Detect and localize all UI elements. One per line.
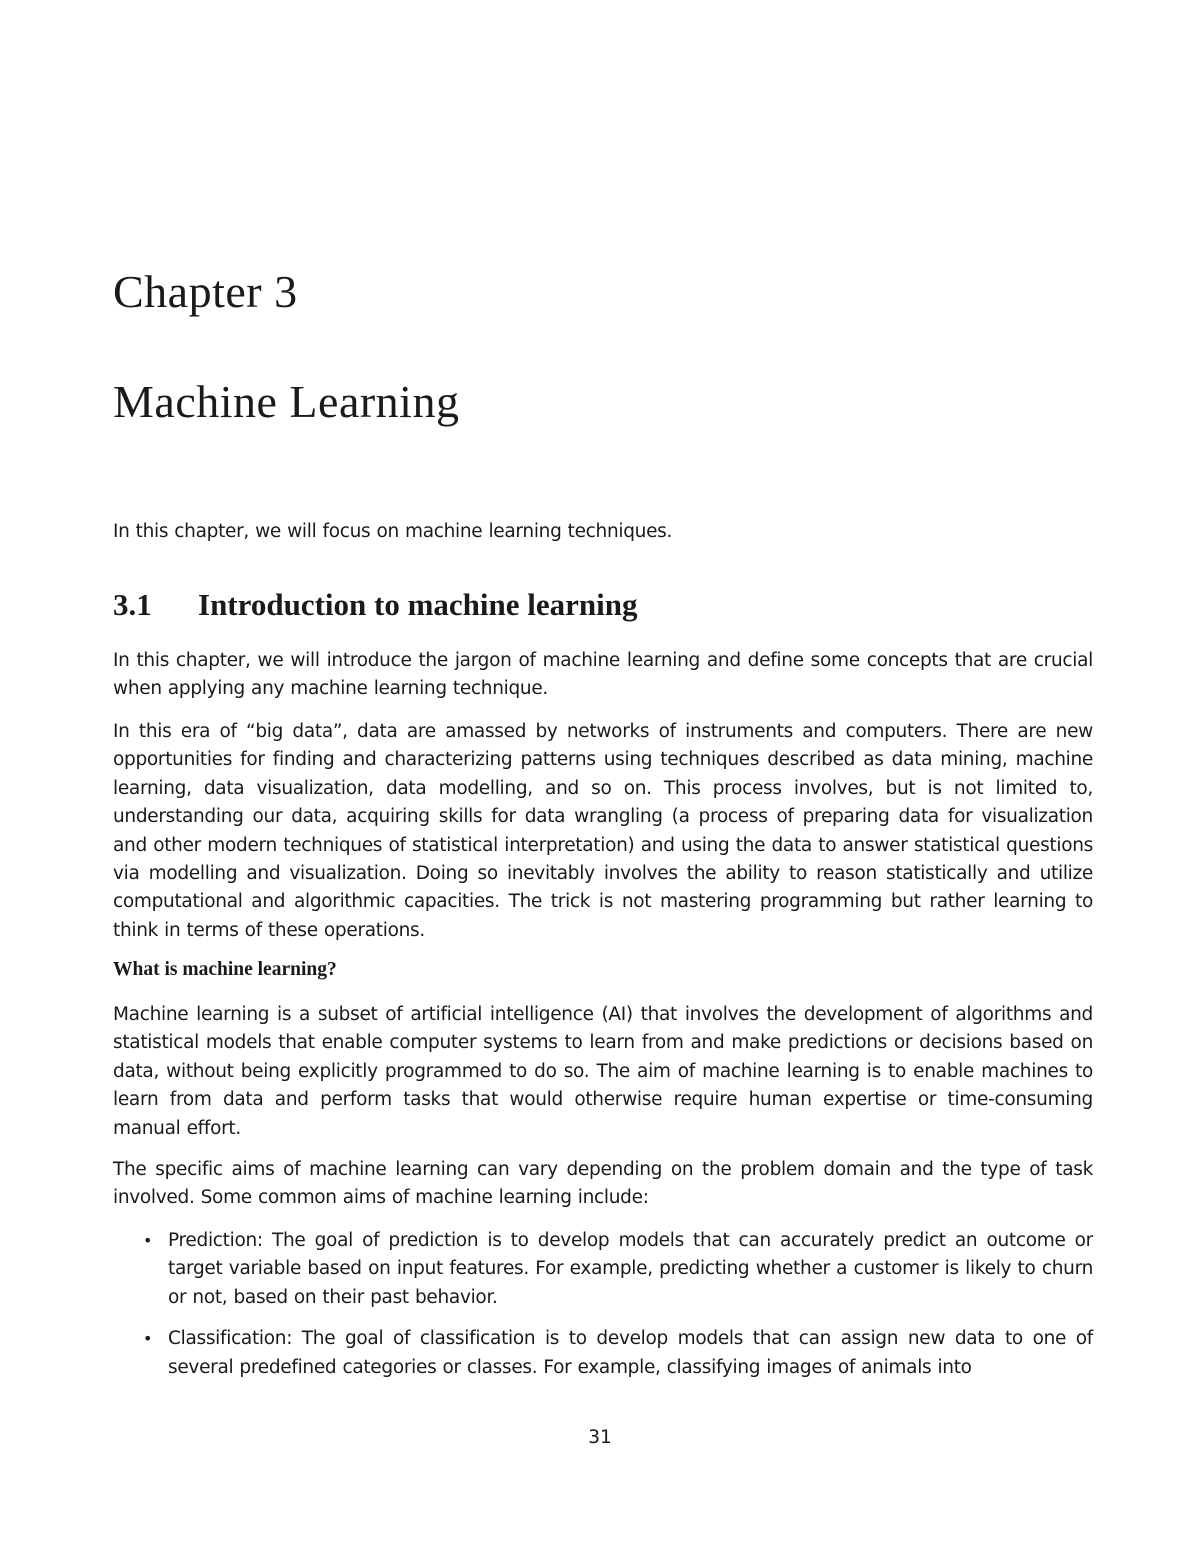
chapter-label: Chapter 3 [113,266,298,317]
page-number: 31 [588,1427,612,1448]
list-item-text: Classification: The goal of classification is to develop models that can assign new data to one of several predefined categories or classes. For example, classifying images of animals into [168,1328,1093,1378]
section-paragraph: In this era of “big data”, data are amassed by networks of instruments and computers. There are new opportunities for finding and characterizing patterns using techniques described as data mining, machine learning, data visualization, data modelling, and so on. This process involves, but is not limited to, understanding our data, acquiring skills for data wrangling (a process of preparing data for visualization and other modern techniques of statistical interpretation) and using the data to answer statistical questions via modelling and visualization. Doing so inevitably involves the ability to reason statistically and utilize computational and algorithmic capacities. The trick is not mastering programming but rather learning to think in terms of these operations. [113,721,1093,941]
subsection-heading: What is machine learning? [113,959,337,980]
chapter-title: Machine Learning [113,376,460,427]
list-item [113,1325,1093,1382]
subsection-paragraph: The specific aims of machine learning can vary depending on the problem domain and the type of task involved. Some common aims of machine learning include: [113,1159,1093,1209]
section-title: Introduction to machine learning [198,587,638,622]
section-heading [113,585,637,625]
section-number: 3.1 [113,587,152,622]
bullet-icon: • [143,1231,153,1250]
aims-list [113,1227,1093,1395]
subsection-paragraph: Machine learning is a subset of artificial intelligence (AI) that involves the development of algorithms and statistical models that enable computer systems to learn from and make predictions or decisions based on data, without being explicitly programmed to do so. The aim of machine learning is to enable machines to learn from data and perform tasks that would otherwise require human expertise or time-consuming manual effort. [113,1004,1093,1139]
list-item-text: Prediction: The goal of prediction is to develop models that can accurately predict an outcome or target variable based on input features. For example, predicting whether a customer is likely to churn or not, based on their past behavior. [168,1230,1093,1308]
chapter-intro: In this chapter, we will focus on machine learning techniques. [113,521,673,542]
section-paragraph: In this chapter, we will introduce the jargon of machine learning and define some concepts that are crucial when applying any machine learning technique. [113,650,1093,700]
list-item [113,1227,1093,1312]
bullet-icon: • [143,1329,153,1349]
